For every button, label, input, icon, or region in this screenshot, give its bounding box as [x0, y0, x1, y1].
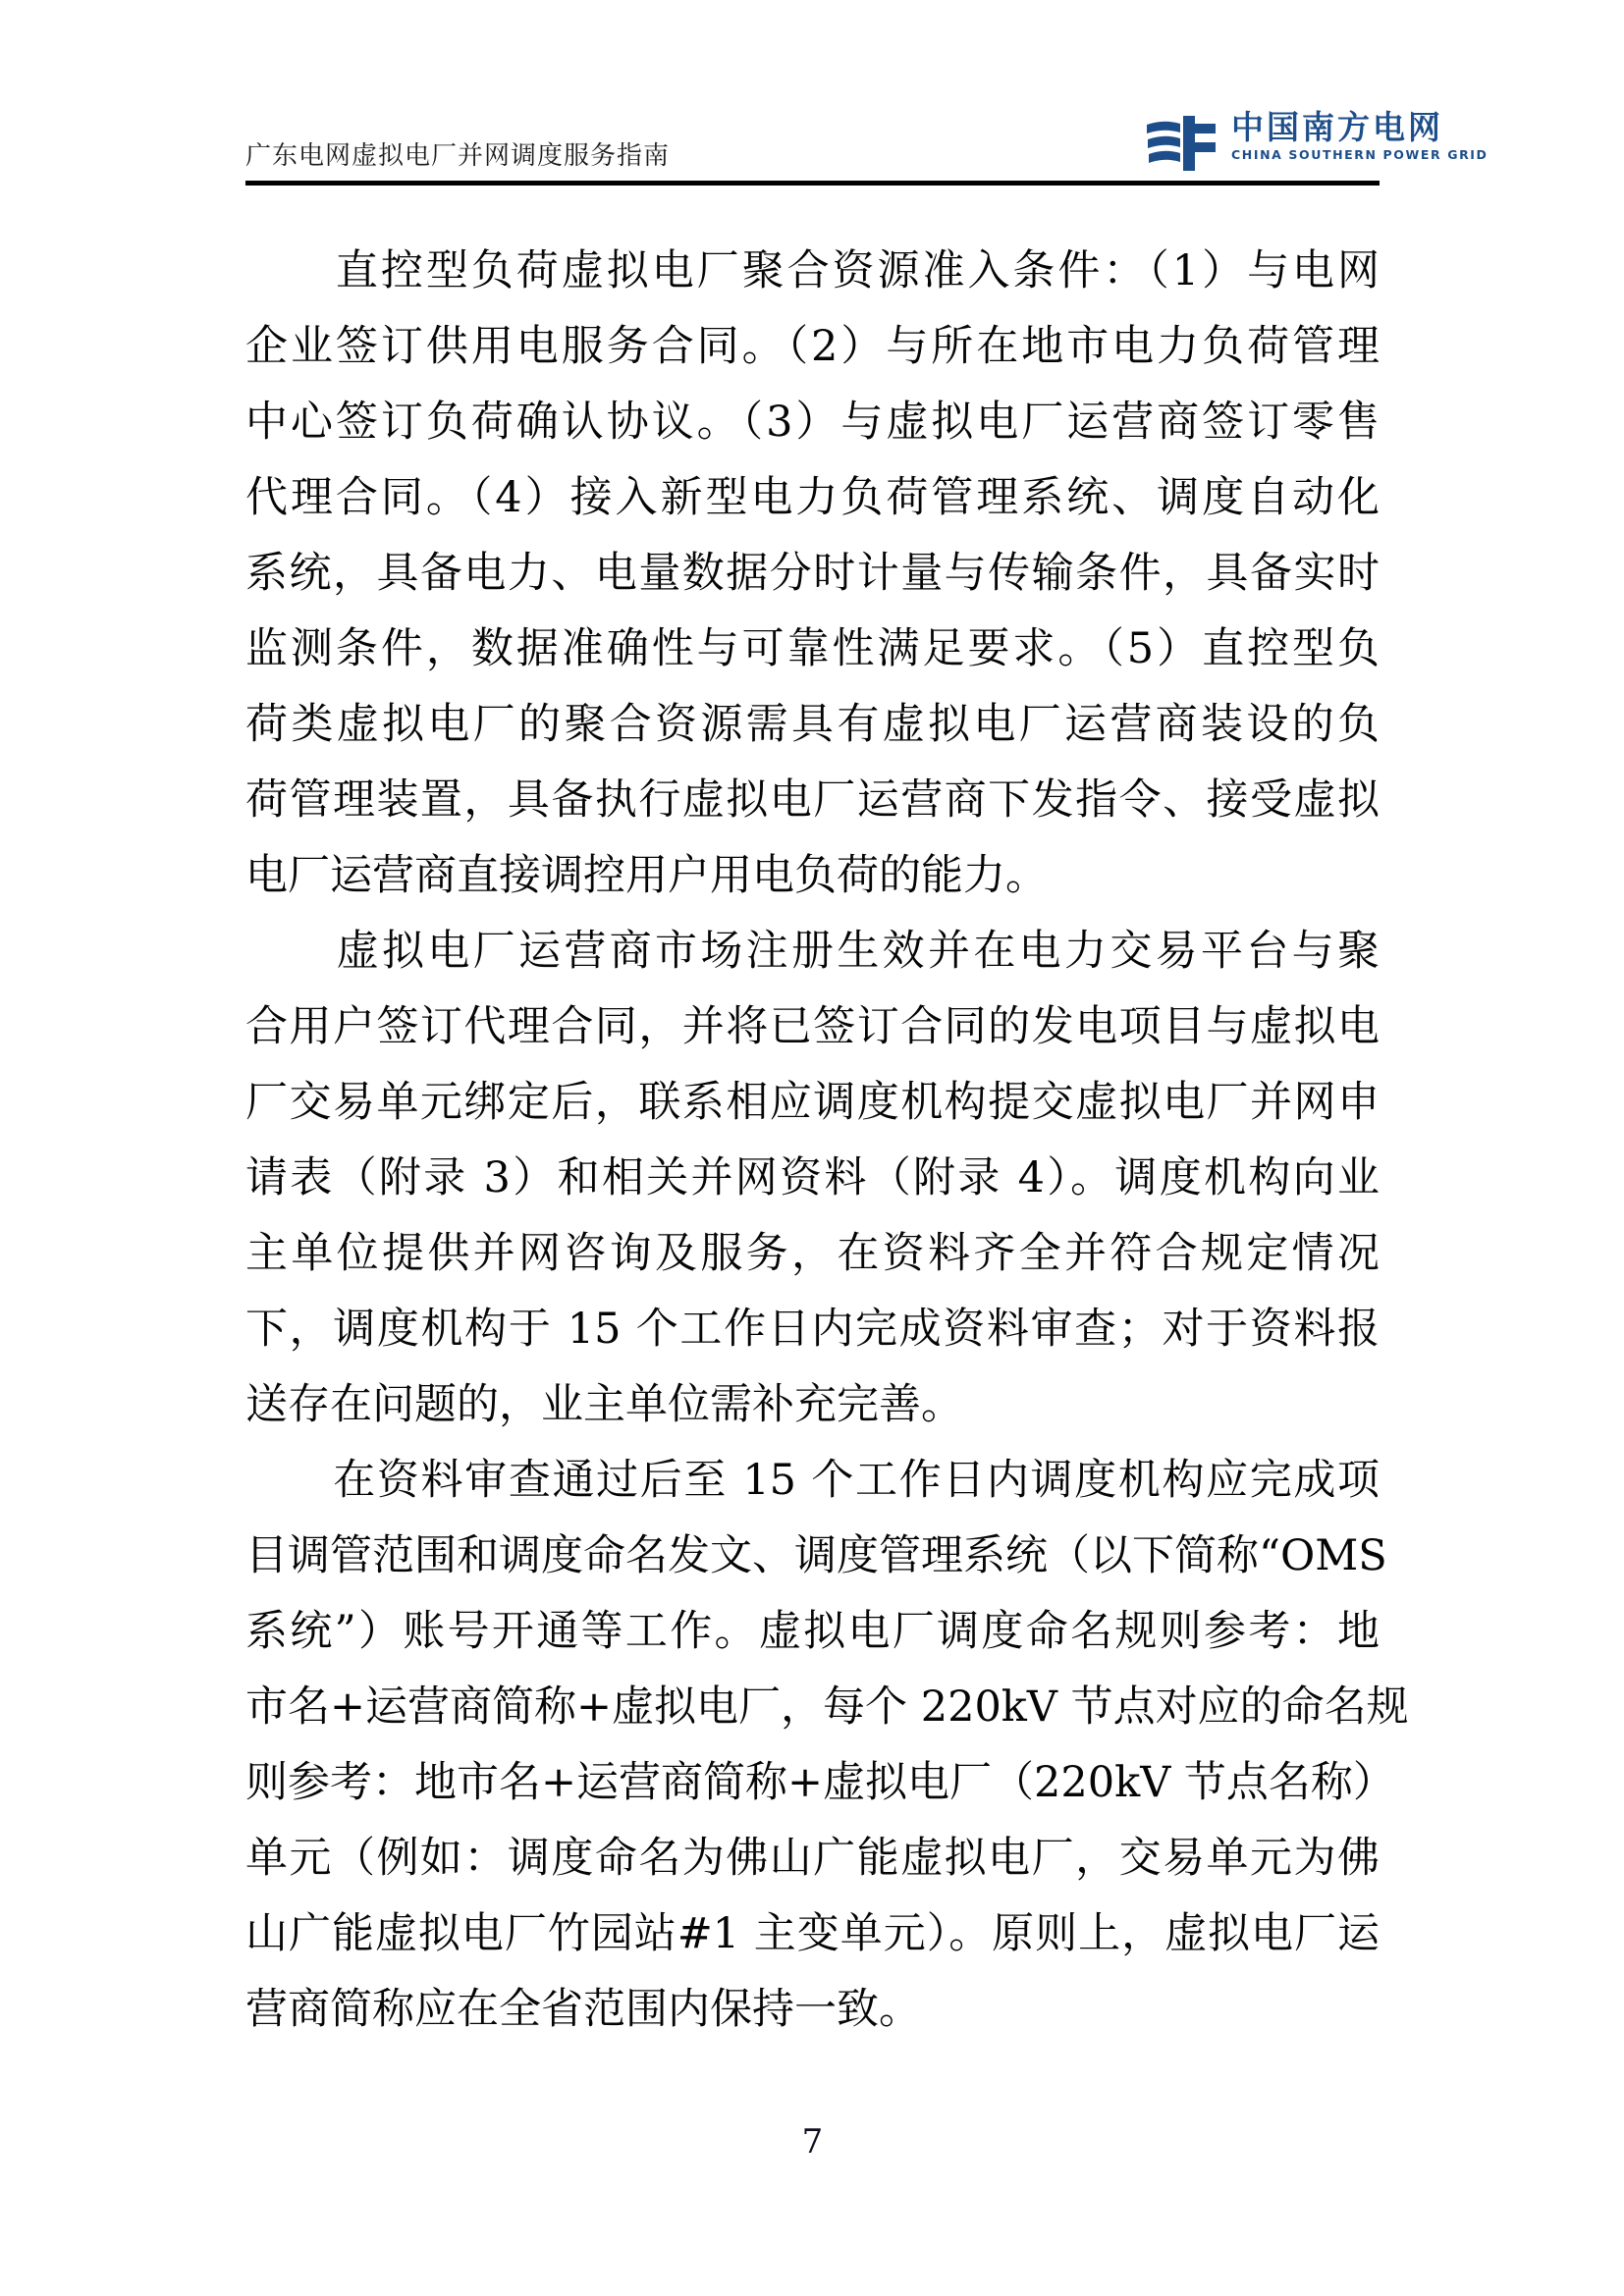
- text-line: 系统”）账号开通等工作。虚拟电厂调度命名规则参考：地: [245, 1607, 1380, 1656]
- text-line: 下，调度机构于 15 个工作日内完成资料审查；对于资料报: [245, 1305, 1380, 1354]
- text-line: 则参考：地市名+运营商简称+虚拟电厂（220kV 节点名称）: [245, 1758, 1395, 1807]
- text-line: 荷管理装置，具备执行虚拟电厂运营商下发指令、接受虚拟: [245, 775, 1380, 825]
- text-line: 系统，具备电力、电量数据分时计量与传输条件，具备实时: [245, 549, 1380, 598]
- text-line: 直控型负荷虚拟电厂聚合资源准入条件：（1）与电网: [245, 246, 1380, 295]
- text-line: 市名+运营商简称+虚拟电厂，每个 220kV 节点对应的命名规: [245, 1682, 1409, 1732]
- text-line: 虚拟电厂运营商市场注册生效并在电力交易平台与聚: [245, 927, 1380, 976]
- text-line: 合用户签订代理合同，并将已签订合同的发电项目与虚拟电: [245, 1002, 1380, 1051]
- text-line: 在资料审查通过后至 15 个工作日内调度机构应完成项: [245, 1456, 1380, 1505]
- text-line: 中心签订负荷确认协议。（3）与虚拟电厂运营商签订零售: [245, 398, 1380, 447]
- document-body: [245, 234, 1409, 2048]
- text-line: 企业签订供用电服务合同。（2）与所在地市电力负荷管理: [245, 322, 1380, 371]
- text-line: 厂交易单元绑定后，联系相应调度机构提交虚拟电厂并网申: [245, 1078, 1380, 1127]
- text-line: 送存在问题的，业主单位需补充完善。: [245, 1380, 963, 1429]
- text-line: 荷类虚拟电厂的聚合资源需具有虚拟电厂运营商装设的负: [245, 700, 1380, 749]
- csg-logo: [1147, 110, 1489, 171]
- text-line: 营商简称应在全省范围内保持一致。: [245, 1985, 921, 2034]
- text-line: 电厂运营商直接调控用户用电负荷的能力。: [245, 851, 1048, 900]
- text-line: 代理合同。（4）接入新型电力负荷管理系统、调度自动化: [245, 473, 1380, 522]
- text-line: 目调管范围和调度命名发文、调度管理系统（以下简称“OMS: [245, 1531, 1387, 1580]
- csg-logo-text: [1231, 110, 1489, 162]
- csg-logo-name-en: CHINA SOUTHERN POWER GRID: [1231, 147, 1489, 162]
- text-line: 山广能虚拟电厂竹园站#1 主变单元）。原则上，虚拟电厂运: [245, 1909, 1380, 1958]
- header-rule: [245, 181, 1380, 186]
- csg-logo-name-cn: 中国南方电网: [1231, 108, 1443, 146]
- text-line: 主单位提供并网咨询及服务，在资料齐全并符合规定情况: [245, 1229, 1380, 1278]
- text-line: 请表（附录 3）和相关并网资料（附录 4）。调度机构向业: [245, 1153, 1380, 1202]
- csg-logo-icon: [1147, 116, 1219, 171]
- header-doc-title: 广东电网虚拟电厂并网调度服务指南: [245, 141, 671, 171]
- text-line: 监测条件，数据准确性与可靠性满足要求。（5）直控型负: [245, 624, 1380, 673]
- text-line: 单元（例如：调度命名为佛山广能虚拟电厂，交易单元为佛: [245, 1834, 1380, 1883]
- page-number: 7: [801, 2122, 824, 2162]
